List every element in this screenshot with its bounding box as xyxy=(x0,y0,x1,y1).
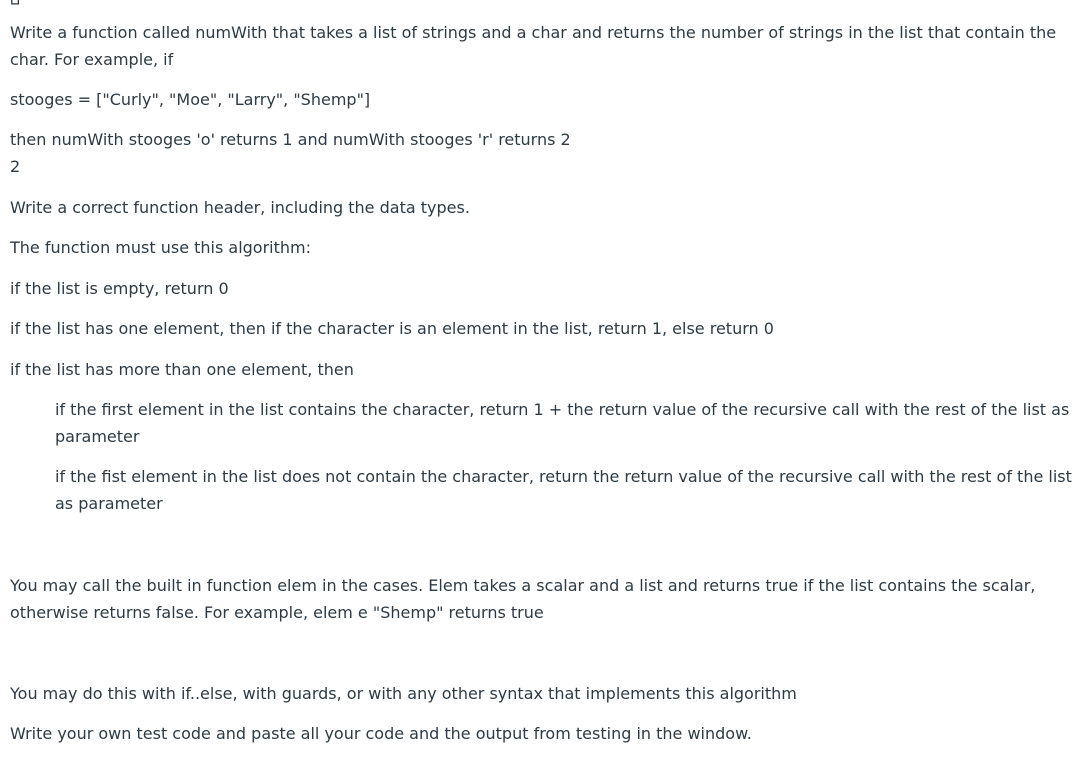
elem-note: You may call the built in function elem in the cases. Elem takes a scalar and a list and returns true if the list contains the scalar, otherwise returns false. For example, elem e "Shemp" returns true xyxy=(10,576,1036,622)
header-instruction: Write a correct function header, including the data types. xyxy=(10,198,470,217)
one-element-case: if the list has one element, then if the character is an element in the list, return 1, else return 0 xyxy=(10,319,774,338)
cutoff-text-fragment xyxy=(10,0,20,3)
contains-case: if the first element in the list contains the character, return 1 + the return value of the recursive call with the rest of the list as parameter xyxy=(55,400,1070,446)
algorithm-intro: The function must use this algorithm: xyxy=(10,238,312,257)
multi-element-case: if the list has more than one element, then xyxy=(10,360,354,379)
example-result: then numWith stooges 'o' returns 1 and numWith stooges 'r' returns 2 xyxy=(10,130,571,149)
not-contains-case: if the fist element in the list does not contain the character, return the return value of the recursive call with the rest of the list as parameter xyxy=(55,467,1072,513)
stray-number: 2 xyxy=(10,157,21,176)
empty-case: if the list is empty, return 0 xyxy=(10,279,229,298)
syntax-note: You may do this with if..else, with guards, or with any other syntax that implements this algorithm xyxy=(10,684,797,703)
question-body xyxy=(10,19,1080,747)
intro-paragraph: Write a function called numWith that takes a list of strings and a char and returns the number of strings in the list that contain the char. For example, if xyxy=(10,23,1057,69)
stooges-example: stooges = ["Curly", "Moe", "Larry", "Shemp"] xyxy=(10,90,371,109)
test-note: Write your own test code and paste all your code and the output from testing in the window. xyxy=(10,724,752,743)
